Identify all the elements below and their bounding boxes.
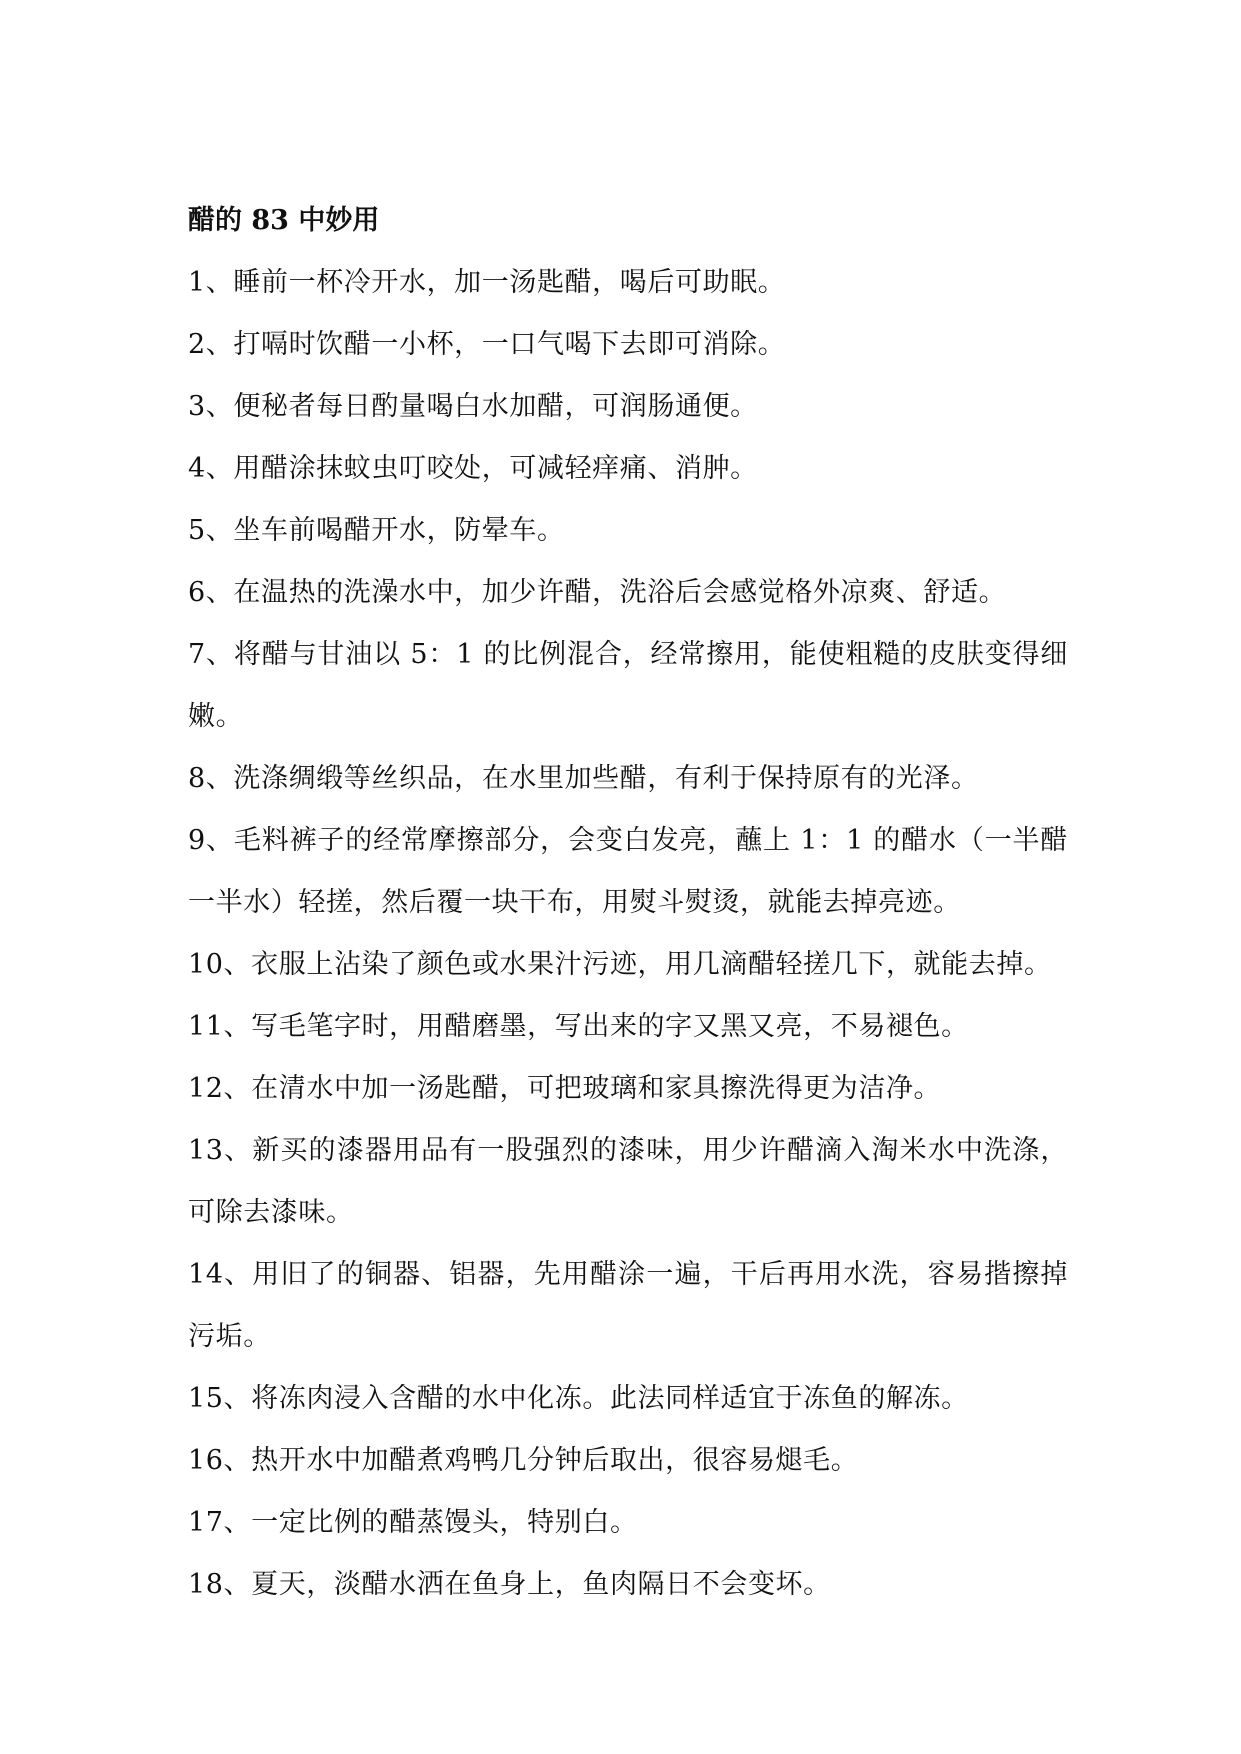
list-item: 11、写毛笔字时，用醋磨墨，写出来的字又黑又亮，不易褪色。: [188, 1011, 969, 1042]
list-item: 4、用醋涂抹蚊虫叮咬处，可减轻痒痛、消肿。: [188, 453, 758, 484]
list-item: 9、毛料裤子的经常摩擦部分，会变白发亮，蘸上 1：1 的醋水（一半醋一半水）轻搓，然后覆一块干布，用熨斗熨烫，就能去掉亮迹。: [188, 825, 1068, 918]
document-title: 醋的 83 中妙用: [188, 205, 380, 236]
document-body: [188, 190, 1068, 1616]
list-item: 6、在温热的洗澡水中，加少许醋，洗浴后会感觉格外凉爽、舒适。: [188, 577, 1007, 608]
list-item: 7、将醋与甘油以 5：1 的比例混合，经常擦用，能使粗糙的皮肤变得细嫩。: [188, 639, 1068, 732]
list-item: 12、在清水中加一汤匙醋，可把玻璃和家具擦洗得更为洁净。: [188, 1073, 942, 1104]
list-item: 13、新买的漆器用品有一股强烈的漆味，用少许醋滴入淘米水中洗涤，可除去漆味。: [188, 1135, 1068, 1228]
list-item: 15、将冻肉浸入含醋的水中化冻。此法同样适宜于冻鱼的解冻。: [188, 1383, 969, 1414]
list-item: 16、热开水中加醋煮鸡鸭几分钟后取出，很容易煺毛。: [188, 1445, 859, 1476]
list-item: 14、用旧了的铜器、铝器，先用醋涂一遍，干后再用水洗，容易揩擦掉污垢。: [188, 1259, 1068, 1352]
list-item: 2、打嗝时饮醋一小杯，一口气喝下去即可消除。: [188, 329, 786, 360]
list-item: 5、坐车前喝醋开水，防晕车。: [188, 515, 565, 546]
list-item: 10、衣服上沾染了颜色或水果汁污迹，用几滴醋轻搓几下，就能去掉。: [188, 949, 1052, 980]
list-item: 18、夏天，淡醋水洒在鱼身上，鱼肉隔日不会变坏。: [188, 1569, 831, 1600]
list-item: 3、便秘者每日酌量喝白水加醋，可润肠通便。: [188, 391, 758, 422]
list-item: 1、睡前一杯冷开水，加一汤匙醋，喝后可助眠。: [188, 267, 786, 298]
list-item: 17、一定比例的醋蒸馒头，特别白。: [188, 1507, 638, 1538]
list-item: 8、洗涤绸缎等丝织品，在水里加些醋，有利于保持原有的光泽。: [188, 763, 979, 794]
